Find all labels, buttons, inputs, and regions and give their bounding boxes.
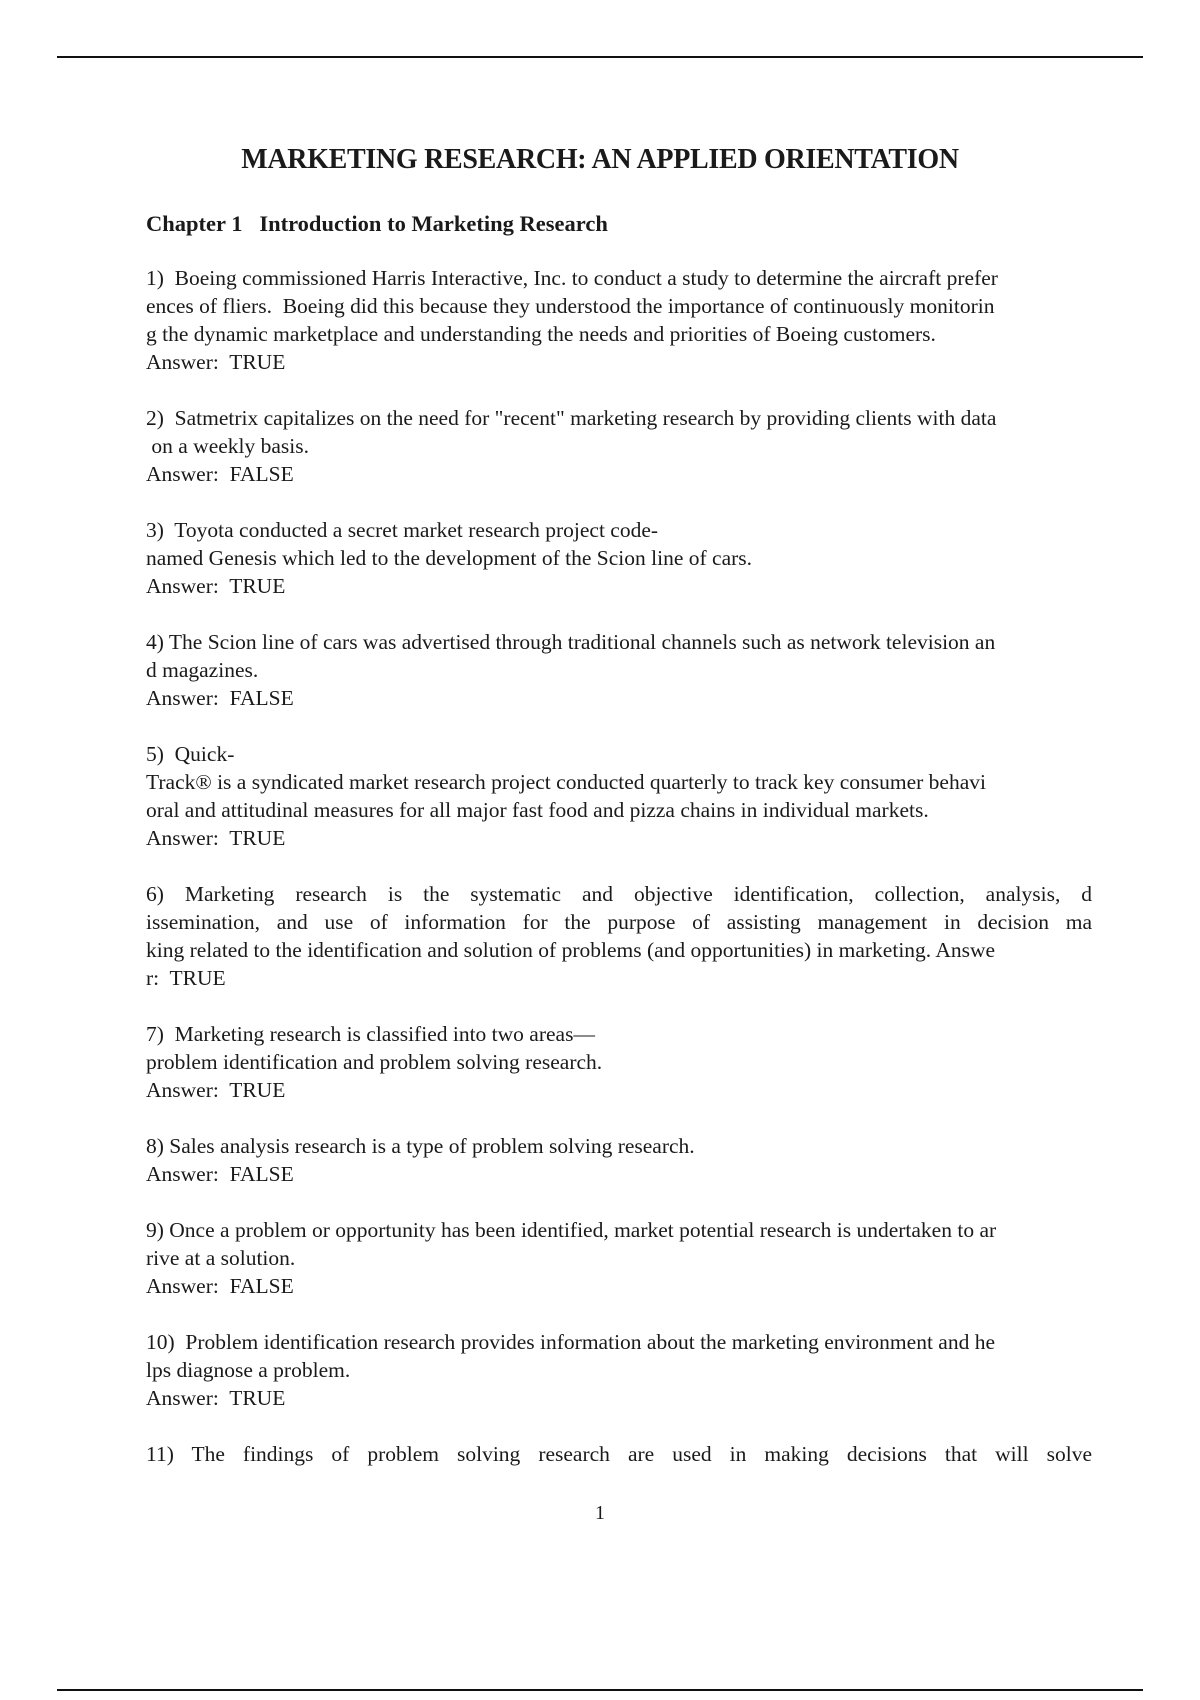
question-text-line: lps diagnose a problem.: [146, 1358, 351, 1382]
top-rule: [57, 56, 1143, 58]
question-list: [146, 264, 1092, 1496]
question-item: [146, 516, 1092, 600]
question-item: [146, 264, 1092, 376]
answer-text: Answer: TRUE: [146, 574, 286, 598]
question-text-line: 5) Quick-: [146, 742, 235, 766]
question-text-line: oral and attitudinal measures for all major fast food and pizza chains in individual markets.: [146, 798, 929, 822]
question-item: [146, 1020, 1092, 1104]
answer-text: Answer: FALSE: [146, 462, 294, 486]
question-text-line: on a weekly basis.: [146, 434, 310, 458]
question-text-line: 6) Marketing research is the systematic and objective identification, collection, analysis, d: [146, 882, 1092, 906]
question-item: [146, 404, 1092, 488]
answer-text: Answer: FALSE: [146, 686, 294, 710]
question-text-line: 10) Problem identification research provides information about the marketing environment and he: [146, 1330, 995, 1354]
question-text-line: ences of fliers. Boeing did this because they understood the importance of continuously monitorin: [146, 294, 995, 318]
question-item: [146, 628, 1092, 712]
question-text-line: 2) Satmetrix capitalizes on the need for "recent" marketing research by providing clients with data: [146, 406, 997, 430]
question-text-line: king related to the identification and solution of problems (and opportunities) in marketing. Answe: [146, 938, 996, 962]
question-text-line: 11) The findings of problem solving research are used in making decisions that will solve: [146, 1442, 1092, 1466]
answer-text: Answer: TRUE: [146, 1078, 286, 1102]
answer-text: Answer: FALSE: [146, 1274, 294, 1298]
document-title: MARKETING RESEARCH: AN APPLIED ORIENTATION: [241, 144, 959, 175]
question-text-line: 7) Marketing research is classified into two areas—: [146, 1022, 595, 1046]
question-text-line: issemination, and use of information for the purpose of assisting management in decision ma: [146, 910, 1092, 934]
answer-text: Answer: FALSE: [146, 1162, 294, 1186]
answer-text: Answer: TRUE: [146, 1386, 286, 1410]
question-item: [146, 740, 1092, 852]
bottom-rule: [57, 1689, 1143, 1691]
question-item: [146, 1440, 1092, 1468]
question-item: [146, 1328, 1092, 1412]
page-number: 1: [595, 1502, 605, 1524]
question-text-line: d magazines.: [146, 658, 259, 682]
question-item: [146, 1132, 1092, 1188]
question-text-line: 8) Sales analysis research is a type of problem solving research.: [146, 1134, 695, 1158]
question-text-line: 1) Boeing commissioned Harris Interactive, Inc. to conduct a study to determine the aircraft prefer: [146, 266, 998, 290]
question-item: [146, 1216, 1092, 1300]
question-text-line: 9) Once a problem or opportunity has been identified, market potential research is undertaken to ar: [146, 1218, 997, 1242]
chapter-heading: Chapter 1 Introduction to Marketing Research: [146, 211, 608, 236]
answer-text: Answer: TRUE: [146, 350, 286, 374]
question-item: [146, 880, 1092, 992]
question-text-line: 4) The Scion line of cars was advertised through traditional channels such as network television an: [146, 630, 996, 654]
question-text-line: named Genesis which led to the development of the Scion line of cars.: [146, 546, 753, 570]
question-text-line: problem identification and problem solving research.: [146, 1050, 603, 1074]
question-text-line: r: TRUE: [146, 966, 226, 990]
question-text-line: g the dynamic marketplace and understanding the needs and priorities of Boeing customers.: [146, 322, 936, 346]
question-text-line: Track® is a syndicated market research project conducted quarterly to track key consumer behavi: [146, 770, 986, 794]
answer-text: Answer: TRUE: [146, 826, 286, 850]
question-text-line: 3) Toyota conducted a secret market research project code-: [146, 518, 659, 542]
question-text-line: rive at a solution.: [146, 1246, 296, 1270]
